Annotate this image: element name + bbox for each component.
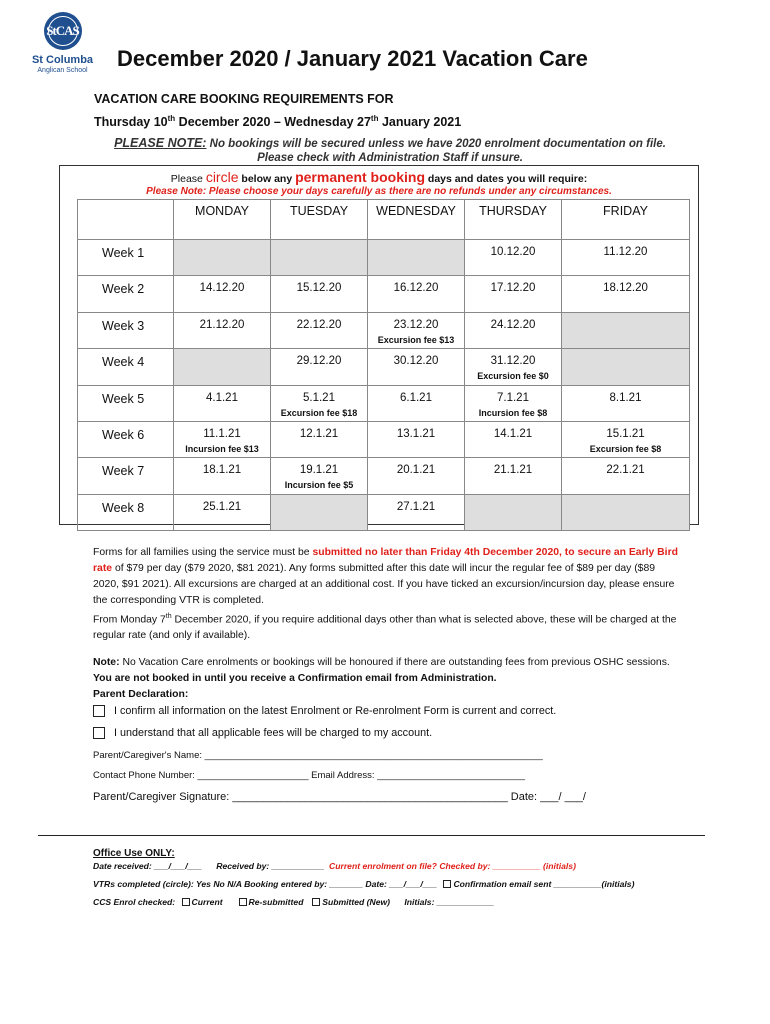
circle-instruction: Please circle below any permanent booking days and dates you will require: bbox=[170, 169, 588, 185]
unavailable-day-cell bbox=[562, 312, 690, 348]
date-text: 22.1.21 bbox=[606, 464, 645, 477]
requirements-heading: VACATION CARE BOOKING REQUIREMENTS FOR bbox=[94, 92, 394, 106]
day-header: THURSDAY bbox=[465, 200, 562, 240]
day-cell[interactable] bbox=[465, 276, 562, 312]
additional-days-paragraph: From Monday 7th December 2020, if you require additional days other than what is selected above, these will be charged at the regular rate (and only if available). bbox=[93, 613, 677, 642]
day-cell[interactable] bbox=[271, 349, 368, 385]
caregiver-name-field[interactable]: Parent/Caregiver's Name: ________________________________________________________________ bbox=[93, 750, 543, 761]
fee-text: Incursion fee $5 bbox=[284, 480, 354, 491]
date-text: 15.12.20 bbox=[296, 282, 342, 295]
date-text: 14.12.20 bbox=[199, 282, 245, 295]
date-text: 14.1.21 bbox=[493, 427, 533, 440]
booking-box bbox=[59, 165, 699, 525]
week-label: Week 7 bbox=[78, 458, 174, 494]
week-label: Week 4 bbox=[78, 349, 174, 385]
fee-text: Incursion fee $13 bbox=[185, 443, 259, 454]
day-header: FRIDAY bbox=[562, 200, 690, 240]
day-cell[interactable] bbox=[465, 349, 562, 385]
date-text: 6.1.21 bbox=[400, 391, 432, 404]
date-text: 23.12.20 bbox=[393, 318, 439, 331]
date-text: 31.12.20 bbox=[490, 355, 536, 368]
week-label: Week 8 bbox=[78, 494, 174, 530]
day-cell[interactable] bbox=[562, 276, 690, 312]
day-cell[interactable] bbox=[368, 494, 465, 530]
confirm-label: I confirm all information on the latest Enrolment or Re-enrolment Form is current and correct. bbox=[114, 705, 557, 717]
unavailable-day-cell bbox=[271, 494, 368, 530]
date-text: 19.1.21 bbox=[299, 464, 339, 477]
day-cell[interactable] bbox=[271, 385, 368, 421]
date-text: 15.1.21 bbox=[606, 427, 645, 440]
current-checkbox[interactable] bbox=[182, 898, 190, 906]
day-cell[interactable] bbox=[368, 349, 465, 385]
day-cell[interactable] bbox=[271, 458, 368, 494]
date-text: 8.1.21 bbox=[609, 391, 642, 404]
calendar-corner bbox=[78, 200, 174, 240]
fee-text: Excursion fee $18 bbox=[280, 407, 358, 418]
declaration-confirm[interactable] bbox=[93, 705, 556, 717]
day-cell[interactable] bbox=[562, 385, 690, 421]
week-label: Week 3 bbox=[78, 312, 174, 348]
day-cell[interactable] bbox=[368, 312, 465, 348]
day-cell[interactable] bbox=[174, 421, 271, 457]
date-text: 21.1.21 bbox=[493, 464, 533, 477]
office-row-2: VTRs completed (circle): Yes No N/A Booking entered by: _______ Date: ___/___/___ Confirmation email sent __________(initials) bbox=[93, 879, 635, 889]
fee-text: Excursion fee $0 bbox=[477, 371, 549, 382]
confirmation-checkbox[interactable] bbox=[443, 880, 451, 888]
fee-text: Excursion fee $8 bbox=[589, 443, 662, 454]
requirements-dates: Thursday 10th December 2020 – Wednesday 27th January 2021 bbox=[94, 114, 462, 130]
day-cell[interactable] bbox=[465, 421, 562, 457]
no-refund-note: Please Note: Please choose your days carefully as there are no refunds under any circumstances. bbox=[146, 186, 612, 197]
week-row bbox=[78, 240, 690, 276]
date-text: 7.1.21 bbox=[497, 391, 529, 404]
page-title: December 2020 / January 2021 Vacation Care bbox=[117, 46, 588, 71]
day-cell[interactable] bbox=[562, 421, 690, 457]
fees-checkbox[interactable] bbox=[93, 727, 105, 739]
unavailable-day-cell bbox=[465, 494, 562, 530]
calendar-table bbox=[77, 199, 690, 531]
please-note-label: PLEASE NOTE: bbox=[114, 136, 207, 150]
date-text: 13.1.21 bbox=[396, 427, 436, 440]
calendar-header-row bbox=[78, 200, 690, 240]
school-logo bbox=[30, 12, 95, 74]
week-label: Week 5 bbox=[78, 385, 174, 421]
day-cell[interactable] bbox=[465, 240, 562, 276]
week-label: Week 1 bbox=[78, 240, 174, 276]
please-note bbox=[95, 136, 685, 165]
date-text: 21.12.20 bbox=[199, 318, 245, 331]
fee-text: Excursion fee $13 bbox=[377, 334, 455, 345]
date-text: 18.1.21 bbox=[202, 464, 242, 477]
contact-field[interactable]: Contact Phone Number: _____________________ Email Address: ____________________________ bbox=[93, 770, 526, 781]
parent-declaration-heading: Parent Declaration: bbox=[93, 689, 189, 700]
date-text: 29.12.20 bbox=[296, 355, 342, 368]
date-text: 30.12.20 bbox=[393, 355, 439, 368]
please-note-text: No bookings will be secured unless we have 2020 enrolment documentation on file. Please check with Administration Staff if unsure. bbox=[206, 138, 666, 164]
date-text: 17.12.20 bbox=[490, 282, 536, 295]
date-text: 24.12.20 bbox=[490, 318, 536, 331]
unavailable-day-cell bbox=[174, 240, 271, 276]
fees-label: I understand that all applicable fees will be charged to my account. bbox=[114, 727, 433, 739]
day-cell[interactable] bbox=[174, 494, 271, 530]
day-cell[interactable] bbox=[271, 421, 368, 457]
early-bird-paragraph: Forms for all families using the service must be submitted no later than Friday 4th December 2020, to secure an Early Bird rate of $79 per day ($79 2020, $81 2021). Any forms submitted after this date will incur the regular fee of $89 per day ($89 2020, $91 2021). All excursions are charged at an additional cost. If you have ticked an excursion/incursion day, please ensure the corresponding VTR is completed. bbox=[93, 547, 678, 606]
unavailable-day-cell bbox=[174, 349, 271, 385]
school-subtitle: Anglican School bbox=[37, 67, 88, 74]
week-label: Week 6 bbox=[78, 421, 174, 457]
unavailable-day-cell bbox=[368, 240, 465, 276]
date-text: 16.12.20 bbox=[393, 282, 439, 295]
day-cell[interactable] bbox=[174, 276, 271, 312]
signature-field[interactable]: Parent/Caregiver Signature: _____________________________________________ Date: ___/ ___/ bbox=[93, 791, 586, 803]
day-cell[interactable] bbox=[368, 421, 465, 457]
week-label: Week 2 bbox=[78, 276, 174, 312]
office-row-3: CCS Enrol checked: Current Re-submitted Submitted (New) Initials: ____________ bbox=[93, 897, 495, 907]
office-use-title: Office Use ONLY: bbox=[93, 848, 175, 859]
week-row bbox=[78, 421, 690, 457]
day-header: MONDAY bbox=[174, 200, 271, 240]
unavailable-day-cell bbox=[562, 494, 690, 530]
day-cell[interactable] bbox=[562, 458, 690, 494]
day-cell[interactable] bbox=[174, 312, 271, 348]
booking-requirements bbox=[94, 90, 461, 132]
day-header: TUESDAY bbox=[271, 200, 368, 240]
confirm-checkbox[interactable] bbox=[93, 705, 105, 717]
submitted-new-checkbox[interactable] bbox=[312, 898, 320, 906]
school-seal-icon: StCAS bbox=[44, 12, 82, 50]
date-text: 18.12.20 bbox=[603, 282, 648, 295]
fees-note: Note: No Vacation Care enrolments or bookings will be honoured if there are outstanding fees from previous OSHC sessions. You are not booked in until you receive a Confirmation email from Administration. Parent Declaration: bbox=[93, 655, 683, 703]
date-text: 12.1.21 bbox=[299, 427, 339, 440]
school-name: St Columba bbox=[31, 54, 94, 66]
day-cell[interactable] bbox=[465, 312, 562, 348]
day-cell[interactable] bbox=[271, 312, 368, 348]
date-text: 25.1.21 bbox=[202, 500, 242, 513]
date-text: 20.1.21 bbox=[396, 464, 436, 477]
date-text: 11.12.20 bbox=[603, 246, 648, 258]
day-cell[interactable] bbox=[174, 385, 271, 421]
day-cell[interactable] bbox=[562, 240, 690, 276]
week-row bbox=[78, 312, 690, 348]
day-cell[interactable] bbox=[368, 458, 465, 494]
week-row bbox=[78, 349, 690, 385]
week-row bbox=[78, 276, 690, 312]
unavailable-day-cell bbox=[562, 349, 690, 385]
day-header: WEDNESDAY bbox=[368, 200, 465, 240]
declaration-fees[interactable] bbox=[93, 727, 432, 739]
day-cell[interactable] bbox=[368, 385, 465, 421]
date-text: 10.12.20 bbox=[490, 246, 536, 258]
day-cell[interactable] bbox=[465, 385, 562, 421]
day-cell[interactable] bbox=[368, 276, 465, 312]
day-cell[interactable] bbox=[465, 458, 562, 494]
date-text: 4.1.21 bbox=[206, 391, 238, 404]
week-row bbox=[78, 494, 690, 530]
week-row bbox=[78, 458, 690, 494]
week-row bbox=[78, 385, 690, 421]
divider bbox=[38, 835, 705, 836]
date-text: 5.1.21 bbox=[303, 391, 335, 404]
fee-text: Incursion fee $8 bbox=[478, 407, 548, 418]
day-cell[interactable] bbox=[271, 276, 368, 312]
booking-info bbox=[93, 545, 683, 644]
date-text: 11.1.21 bbox=[203, 427, 241, 440]
date-text: 27.1.21 bbox=[396, 500, 436, 513]
day-cell[interactable] bbox=[174, 458, 271, 494]
date-text: 22.12.20 bbox=[296, 318, 342, 331]
office-row-1: Date received: ___/___/___ Received by: ___________ Current enrolment on file? Checked by: __________ (initials) bbox=[93, 861, 576, 871]
unavailable-day-cell bbox=[271, 240, 368, 276]
resubmitted-checkbox[interactable] bbox=[239, 898, 247, 906]
